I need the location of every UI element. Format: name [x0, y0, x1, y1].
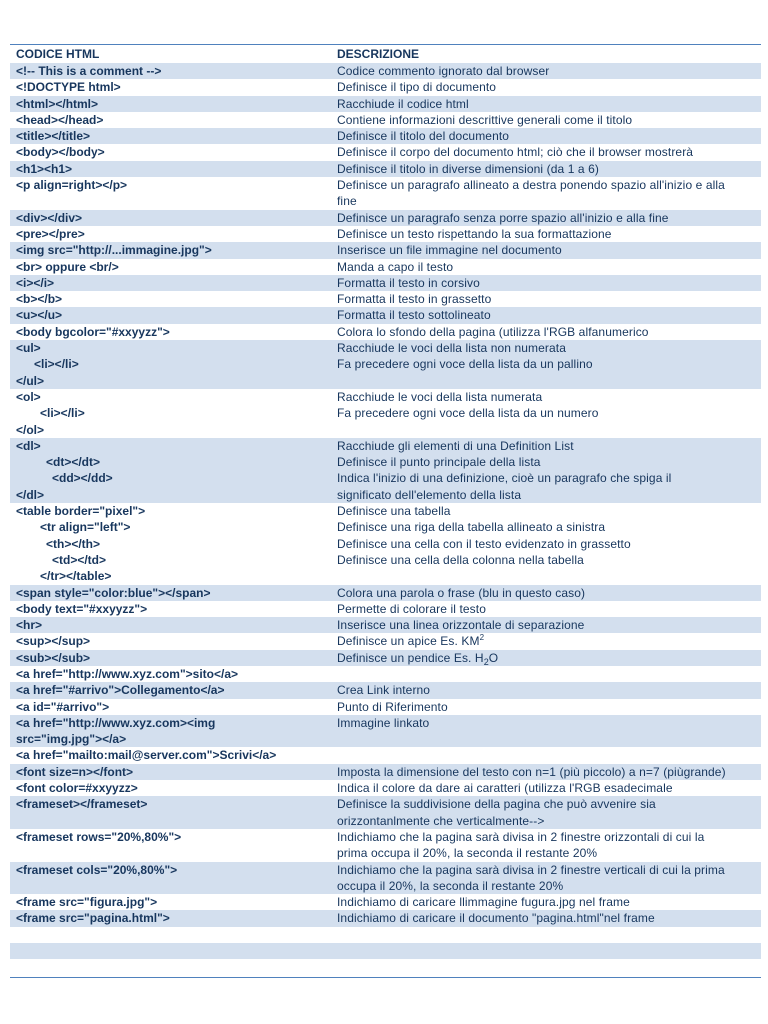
code-line — [16, 959, 331, 975]
code-cell — [10, 715, 331, 748]
description-line — [337, 845, 761, 861]
description-line — [337, 829, 761, 845]
table-row — [10, 226, 761, 242]
code-line: <frameset rows="20%,80%"> — [16, 829, 182, 844]
description-line — [337, 764, 761, 780]
description-line — [337, 193, 761, 209]
code-line: <li></li> — [40, 406, 85, 421]
description-line — [337, 144, 761, 160]
description-line — [337, 650, 761, 666]
table-row — [10, 943, 761, 959]
code-line: <sub></sub> — [16, 650, 91, 665]
description-text: Definisce il punto principale della lista — [337, 455, 541, 470]
code-line: </ul> — [16, 373, 45, 388]
description-cell — [331, 210, 761, 226]
description-cell — [331, 242, 761, 258]
description-line — [337, 601, 761, 617]
code-cell — [10, 910, 331, 926]
description-line — [337, 438, 761, 454]
description-line — [337, 128, 761, 144]
description-cell — [331, 63, 761, 79]
description-cell — [331, 927, 761, 943]
description-text: Definisce una riga della tabella allineato a sinistra — [337, 520, 606, 535]
description-line — [337, 226, 761, 242]
code-line: <html></html> — [16, 96, 99, 111]
description-text: Immagine linkato — [337, 715, 430, 730]
description-line — [337, 503, 761, 519]
description-cell — [331, 79, 761, 95]
code-line: </ol> — [16, 422, 45, 437]
description-text: Racchiude le voci della lista numerata — [337, 389, 543, 404]
description-text: Definisce un paragrafo senza porre spazio all'inizio e alla fine — [337, 210, 669, 225]
description-line — [337, 324, 761, 340]
table-row — [10, 340, 761, 389]
description-cell — [331, 764, 761, 780]
description-line — [337, 747, 761, 763]
description-text: Indica il colore da dare ai caratteri (utilizza l'RGB esadecimale — [337, 781, 673, 796]
code-cell — [10, 210, 331, 226]
table-row — [10, 324, 761, 340]
description-line — [337, 699, 761, 715]
code-cell — [10, 959, 331, 975]
description-text — [337, 944, 340, 958]
code-line: <img src="http://...immagine.jpg"> — [16, 243, 212, 258]
description-line — [337, 943, 761, 959]
description-line — [337, 666, 761, 682]
description-line — [337, 161, 761, 177]
code-line: <frameset cols="20%,80%"> — [16, 862, 178, 877]
code-cell — [10, 275, 331, 291]
description-line — [337, 682, 761, 698]
description-line — [337, 210, 761, 226]
description-text: Punto di Riferimento — [337, 699, 448, 714]
code-line: <td></td> — [52, 552, 107, 567]
description-line — [337, 633, 761, 649]
description-line — [337, 796, 761, 812]
description-cell — [331, 161, 761, 177]
code-line: <div></div> — [16, 210, 83, 225]
description-text: Definisce il titolo del documento — [337, 129, 510, 144]
description-cell — [331, 650, 761, 666]
table-row — [10, 796, 761, 829]
table-row — [10, 601, 761, 617]
code-line: <font color=#xxyyzz> — [16, 781, 138, 796]
description-text: Formatta il testo in corsivo — [337, 275, 480, 290]
code-line: <th></th> — [46, 536, 101, 551]
description-cell — [331, 275, 761, 291]
column-header-code: CODICE HTML — [16, 47, 100, 61]
description-text: Racchiude le voci della lista non numerata — [337, 341, 566, 356]
description-cell — [331, 340, 761, 389]
description-text: fine — [337, 194, 357, 209]
description-line — [337, 813, 761, 829]
description-text: Inserisce un file immagine nel documento — [337, 243, 562, 258]
description-cell — [331, 112, 761, 128]
code-cell — [10, 307, 331, 323]
table-row — [10, 210, 761, 226]
description-cell — [331, 682, 761, 698]
code-line: <font size=n></font> — [16, 764, 134, 779]
code-line: <frame src="figura.jpg"> — [16, 895, 158, 910]
code-line: <body bgcolor="#xxyyzz"> — [16, 324, 170, 339]
code-cell — [10, 79, 331, 95]
code-cell — [10, 682, 331, 698]
code-cell — [10, 829, 331, 862]
description-text: Indichiamo di caricare llimmagine fugura.jpg nel frame — [337, 895, 630, 910]
description-line — [337, 259, 761, 275]
description-text: Indichiamo di caricare il documento "pagina.html"nel frame — [337, 911, 655, 926]
table-row — [10, 699, 761, 715]
code-line: <a id="#arrivo"> — [16, 699, 110, 714]
description-line — [337, 959, 761, 975]
description-cell — [331, 96, 761, 112]
code-cell — [10, 177, 331, 210]
table-row — [10, 764, 761, 780]
code-cell — [10, 259, 331, 275]
table-row — [10, 927, 761, 943]
table-row — [10, 161, 761, 177]
column-header-description: DESCRIZIONE — [337, 47, 420, 61]
table-row — [10, 780, 761, 796]
description-text: Definisce la suddivisione della pagina che può avvenire sia — [337, 797, 656, 812]
code-cell — [10, 601, 331, 617]
description-text — [337, 667, 340, 681]
code-cell — [10, 226, 331, 242]
description-text — [337, 374, 340, 388]
code-cell — [10, 96, 331, 112]
bottom-rule — [10, 977, 761, 978]
code-line: <hr> — [16, 618, 43, 633]
code-line: <a href="http://www.xyz.com><img — [16, 715, 216, 730]
code-cell — [10, 242, 331, 258]
code-line: <b></b> — [16, 292, 63, 307]
description-tail: O — [488, 650, 499, 665]
code-line: <frameset></frameset> — [16, 797, 148, 812]
code-line: <body></body> — [16, 145, 105, 160]
description-cell — [331, 910, 761, 926]
code-line: <span style="color:blue"></span> — [16, 585, 211, 600]
description-text: Formatta il testo in grassetto — [337, 292, 492, 307]
code-line — [16, 927, 331, 943]
code-cell — [10, 796, 331, 829]
description-text: Colora una parola o frase (blu in questo caso) — [337, 585, 586, 600]
code-line: <ol> — [16, 389, 41, 404]
description-cell — [331, 128, 761, 144]
description-line — [337, 617, 761, 633]
description-text: Racchiude il codice html — [337, 96, 469, 111]
description-line — [337, 470, 761, 486]
description-cell — [331, 259, 761, 275]
description-cell — [331, 829, 761, 862]
code-line: <sup></sup> — [16, 634, 91, 649]
code-line — [16, 943, 331, 959]
description-text — [337, 423, 340, 437]
description-cell — [331, 389, 761, 438]
table-row — [10, 242, 761, 258]
table-row — [10, 177, 761, 210]
description-line — [337, 96, 761, 112]
table-row — [10, 747, 761, 763]
description-text: Fa precedere ogni voce della lista da un pallino — [337, 357, 593, 372]
description-line — [337, 242, 761, 258]
code-line: <dl> — [16, 438, 41, 453]
description-line — [337, 79, 761, 95]
code-cell — [10, 780, 331, 796]
table-row — [10, 894, 761, 910]
table-row — [10, 259, 761, 275]
code-cell — [10, 943, 331, 959]
description-cell — [331, 307, 761, 323]
table-row — [10, 96, 761, 112]
description-line — [337, 340, 761, 356]
description-text — [337, 732, 340, 746]
code-cell — [10, 650, 331, 666]
description-cell — [331, 894, 761, 910]
description-cell — [331, 144, 761, 160]
code-line: <!DOCTYPE html> — [16, 80, 121, 95]
description-text: Codice commento ignorato dal browser — [337, 64, 550, 78]
description-text — [337, 928, 340, 942]
description-line — [337, 568, 761, 584]
table-body — [10, 63, 761, 976]
description-text: Definisce un apice Es. KM — [337, 634, 480, 649]
description-text: Definisce un testo rispettando la sua formattazione — [337, 226, 612, 241]
table-row — [10, 585, 761, 601]
description-line — [337, 422, 761, 438]
description-text — [337, 748, 340, 762]
description-line — [337, 552, 761, 568]
description-text: Definisce un pendice Es. H — [337, 650, 484, 665]
description-text: Permette di colorare il testo — [337, 601, 486, 616]
description-text: orizzontanlmente che verticalmente--> — [337, 813, 545, 828]
description-line — [337, 373, 761, 389]
table-header-row — [10, 45, 761, 63]
description-line — [337, 63, 761, 79]
code-line: <frame src="pagina.html"> — [16, 911, 170, 926]
table-row — [10, 63, 761, 79]
table-row — [10, 389, 761, 438]
code-cell — [10, 161, 331, 177]
description-text: Definisce una cella con il testo evidenzato in grassetto — [337, 536, 631, 551]
table-row — [10, 633, 761, 649]
table-row — [10, 503, 761, 584]
code-line: <!-- This is a comment --> — [16, 64, 162, 78]
description-line — [337, 275, 761, 291]
table-row — [10, 291, 761, 307]
description-text: Inserisce una linea orizzontale di separazione — [337, 618, 585, 633]
description-line — [337, 536, 761, 552]
table-row — [10, 112, 761, 128]
description-text: Indica l'inizio di una definizione, cioè un paragrafo che spiga il — [337, 471, 672, 486]
table-row — [10, 275, 761, 291]
code-line: <pre></pre> — [16, 226, 85, 241]
table-row — [10, 715, 761, 748]
description-line — [337, 780, 761, 796]
description-line — [337, 894, 761, 910]
description-text — [337, 960, 340, 974]
table-row — [10, 128, 761, 144]
code-cell — [10, 862, 331, 895]
table-row — [10, 617, 761, 633]
description-cell — [331, 291, 761, 307]
description-text: Crea Link interno — [337, 683, 431, 698]
code-cell — [10, 699, 331, 715]
description-line — [337, 356, 761, 372]
description-text: Indichiamo che la pagina sarà divisa in 2 finestre verticali di cui la prima — [337, 862, 725, 877]
table-row — [10, 910, 761, 926]
description-text: Definisce un paragrafo allineato a destra ponendo spazio all'inizio e alla — [337, 178, 725, 193]
code-line: <a href="#arrivo">Collegamento</a> — [16, 683, 225, 698]
code-cell — [10, 927, 331, 943]
table-row — [10, 682, 761, 698]
description-text: Definisce il titolo in diverse dimensioni (da 1 a 6) — [337, 161, 599, 176]
description-text: Definisce una tabella — [337, 504, 451, 519]
description-line — [337, 585, 761, 601]
description-line — [337, 405, 761, 421]
description-cell — [331, 503, 761, 584]
code-line: <dd></dd> — [52, 471, 113, 486]
code-line: <head></head> — [16, 112, 104, 127]
subscript: 2 — [483, 656, 489, 667]
description-text: Fa precedere ogni voce della lista da un numero — [337, 406, 599, 421]
code-line: <body text="#xxyyzz"> — [16, 601, 148, 616]
description-text: Definisce una cella della colonna nella tabella — [337, 552, 584, 567]
table-row — [10, 829, 761, 862]
code-line: <i></i> — [16, 275, 55, 290]
code-line: <tr align="left"> — [40, 520, 131, 535]
description-cell — [331, 633, 761, 649]
description-cell — [331, 862, 761, 895]
html-reference-table — [10, 45, 761, 976]
description-cell — [331, 943, 761, 959]
description-line — [337, 389, 761, 405]
code-cell — [10, 340, 331, 389]
description-cell — [331, 617, 761, 633]
description-line — [337, 862, 761, 878]
code-cell — [10, 389, 331, 438]
description-cell — [331, 699, 761, 715]
code-cell — [10, 666, 331, 682]
description-text: Imposta la dimensione del testo con n=1 (più piccolo) a n=7 (piùgrande) — [337, 764, 726, 779]
code-line: <p align=right></p> — [16, 178, 128, 193]
description-line — [337, 927, 761, 943]
description-line — [337, 454, 761, 470]
code-line: <title></title> — [16, 129, 91, 144]
description-line — [337, 878, 761, 894]
description-line — [337, 112, 761, 128]
code-line: <dt></dt> — [46, 455, 101, 470]
code-line: <table border="pixel"> — [16, 504, 146, 519]
description-text: Colora lo sfondo della pagina (utilizza l'RGB alfanumerico — [337, 324, 649, 339]
code-cell — [10, 128, 331, 144]
code-cell — [10, 291, 331, 307]
description-text: Contiene informazioni descrittive generali come il titolo — [337, 112, 633, 127]
description-cell — [331, 666, 761, 682]
code-cell — [10, 764, 331, 780]
description-text: occupa il 20%, la seconda il restante 20% — [337, 878, 564, 893]
description-text: Indichiamo che la pagina sarà divisa in 2 finestre orizzontali di cui la — [337, 829, 705, 844]
code-cell — [10, 438, 331, 503]
table-row — [10, 438, 761, 503]
code-cell — [10, 585, 331, 601]
description-cell — [331, 177, 761, 210]
html-reference-document — [10, 44, 761, 976]
table-row — [10, 79, 761, 95]
description-line — [337, 291, 761, 307]
description-cell — [331, 796, 761, 829]
code-line: </dl> — [16, 487, 45, 502]
code-line: <li></li> — [34, 357, 79, 372]
description-cell — [331, 324, 761, 340]
table-row — [10, 307, 761, 323]
code-cell — [10, 747, 331, 763]
code-line: <h1><h1> — [16, 161, 73, 176]
description-text: Racchiude gli elementi di una Definition List — [337, 438, 574, 453]
description-cell — [331, 438, 761, 503]
description-cell — [331, 601, 761, 617]
code-line: src="img.jpg"></a> — [16, 732, 127, 747]
code-cell — [10, 503, 331, 584]
code-cell — [10, 112, 331, 128]
description-cell — [331, 585, 761, 601]
table-row — [10, 144, 761, 160]
description-text: Definisce il corpo del documento html; ciò che il browser mostrerà — [337, 145, 694, 160]
description-cell — [331, 747, 761, 763]
code-line: <u></u> — [16, 308, 63, 323]
description-line — [337, 519, 761, 535]
description-text — [337, 569, 340, 583]
table-row — [10, 650, 761, 666]
code-line: <a href="http://www.xyz.com">sito</a> — [16, 666, 238, 681]
code-line: <ul> — [16, 341, 41, 356]
code-line: </tr></table> — [40, 569, 112, 584]
code-cell — [10, 633, 331, 649]
code-cell — [10, 894, 331, 910]
description-cell — [331, 715, 761, 748]
table-row — [10, 959, 761, 975]
code-cell — [10, 63, 331, 79]
code-cell — [10, 324, 331, 340]
description-text: Manda a capo il testo — [337, 259, 454, 274]
description-cell — [331, 780, 761, 796]
code-cell — [10, 617, 331, 633]
description-text: Formatta il testo sottolineato — [337, 308, 491, 323]
description-text: Definisce il tipo di documento — [337, 80, 497, 95]
description-text: significato dell'elemento della lista — [337, 487, 522, 502]
description-line — [337, 731, 761, 747]
description-line — [337, 177, 761, 193]
superscript: 2 — [479, 633, 485, 643]
description-cell — [331, 959, 761, 975]
description-line — [337, 910, 761, 926]
table-row — [10, 862, 761, 895]
code-line: <a href="mailto:mail@server.com">Scrivi</a> — [16, 748, 277, 763]
description-line — [337, 715, 761, 731]
description-line — [337, 487, 761, 503]
code-line: <br> oppure <br/> — [16, 259, 119, 274]
table-row — [10, 666, 761, 682]
description-text: prima occupa il 20%, la seconda il restante 20% — [337, 846, 598, 861]
description-cell — [331, 226, 761, 242]
code-cell — [10, 144, 331, 160]
description-line — [337, 307, 761, 323]
